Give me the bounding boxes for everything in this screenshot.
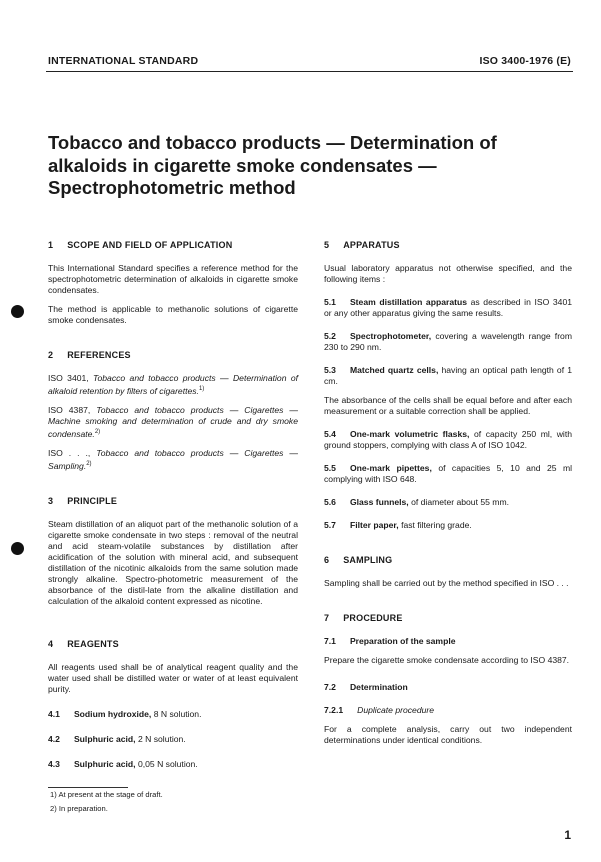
section-number: 4 — [48, 638, 54, 649]
reagent-4-1 — [48, 709, 298, 720]
section-number: 5 — [324, 240, 330, 250]
item-description: fast filtering grade. — [401, 520, 472, 530]
section-number: 1 — [48, 240, 54, 250]
subsection-7-1-heading — [324, 636, 572, 647]
section-5-paragraph: Usual laboratory apparatus not otherwise specified, and the following items : — [324, 263, 572, 284]
item-name: One-mark pipettes, — [349, 463, 432, 473]
section-title: PROCEDURE — [343, 613, 403, 623]
header-standard-label: INTERNATIONAL STANDARD — [48, 55, 199, 67]
item-name: Sodium hydroxide, — [73, 708, 152, 719]
apparatus-5-3-note: The absorbance of the cells shall be equal before and after each measurement or a suitable correction shall be applied. — [324, 395, 572, 416]
apparatus-5-7 — [324, 520, 572, 531]
item-number: 5.6 — [324, 497, 336, 507]
item-description: of diameter about 55 mm. — [411, 497, 510, 507]
section-1-paragraph-1: This International Standard specifies a reference method for the spectrophotometric determination of alkaloids in cigarette smoke condensates. — [48, 263, 298, 295]
apparatus-5-1 — [324, 297, 572, 319]
item-number: 5.5 — [324, 463, 336, 473]
apparatus-5-2 — [324, 331, 572, 353]
subsection-title: Preparation of the sample — [349, 636, 456, 646]
footnote-marker: 2) — [94, 428, 101, 435]
footnote-1: 1) At present at the stage of draft. — [50, 790, 163, 799]
reference-code: ISO 4387, — [48, 404, 91, 415]
item-description: 8 N solution. — [153, 708, 202, 719]
item-description: of capacity 250 ml, with ground stoppers, complying with class A of ISO 1042. — [324, 429, 573, 450]
section-4-heading — [48, 639, 298, 650]
section-title: APPARATUS — [343, 240, 400, 250]
section-7-heading — [324, 613, 572, 624]
item-number: 5.4 — [324, 429, 336, 439]
reference-title: Tobacco and tobacco products — Cigarettes — Sampling. — [48, 447, 299, 471]
subsection-title: Determination — [349, 682, 408, 692]
item-number: 4.1 — [48, 708, 60, 719]
reference-iso-3401 — [48, 373, 298, 397]
item-name: Glass funnels, — [349, 497, 409, 507]
header-document-number: ISO 3400-1976 (E) — [479, 55, 571, 67]
item-number: 5.3 — [324, 365, 336, 375]
item-number: 5.2 — [324, 331, 336, 341]
section-number: 2 — [48, 350, 54, 360]
section-title: REFERENCES — [67, 350, 131, 360]
section-6-heading — [324, 555, 572, 566]
item-number: 4.2 — [48, 733, 60, 744]
item-description: of capacities 5, 10 and 25 ml complying with ISO 648. — [324, 463, 573, 484]
apparatus-5-5 — [324, 463, 572, 485]
apparatus-5-3 — [324, 365, 572, 387]
item-name: Spectrophotometer, — [349, 331, 432, 341]
right-column — [324, 240, 572, 754]
section-number: 3 — [48, 495, 54, 506]
item-name: Steam distillation apparatus — [349, 297, 468, 307]
reference-code: ISO 3401, — [48, 373, 89, 383]
section-number: 7 — [324, 613, 330, 623]
reference-iso-4387 — [48, 405, 298, 440]
item-description: covering a wavelength range from 230 to 290 nm. — [324, 331, 572, 352]
section-2-heading — [48, 350, 298, 361]
subsection-number: 7.1 — [324, 636, 336, 646]
item-name: One-mark volumetric flasks, — [349, 429, 470, 439]
item-number: 5.1 — [324, 297, 336, 307]
item-description: as described in ISO 3401 or any other apparatus giving the same results. — [324, 297, 572, 318]
reference-iso-sampling — [48, 448, 298, 472]
section-3-heading — [48, 496, 298, 507]
item-number: 4.3 — [48, 758, 60, 769]
footnote-rule — [48, 787, 128, 788]
footnote-marker: 2) — [86, 460, 92, 467]
item-name: Matched quartz cells, — [349, 365, 439, 375]
section-6-paragraph: Sampling shall be carried out by the method specified in ISO . . . — [324, 578, 569, 588]
section-title: SAMPLING — [343, 555, 393, 565]
item-name: Sulphuric acid, — [73, 758, 136, 769]
left-column — [48, 240, 298, 778]
subsection-title: Duplicate procedure — [357, 705, 435, 715]
section-1-heading — [48, 240, 298, 251]
section-title: PRINCIPLE — [67, 495, 118, 506]
reagent-4-3 — [48, 759, 298, 770]
apparatus-5-4 — [324, 429, 572, 451]
subsection-7-2-1-heading — [324, 705, 572, 716]
item-name: Filter paper, — [349, 520, 399, 530]
section-4-paragraph: All reagents used shall be of analytical reagent quality and the water used shall be distilled water or water of at least equivalent purity. — [48, 661, 298, 694]
item-description: 0,05 N solution. — [137, 758, 198, 769]
section-5-heading — [324, 240, 572, 251]
subsection-number: 7.2.1 — [324, 705, 344, 715]
reference-title: Tobacco and tobacco products — Cigarettes — Machine smoking and determination of crude and dry smoke condensate. — [48, 404, 299, 439]
section-3-paragraph: Steam distillation of an aliquot part of the methanolic solution of a cigarette smoke condensate in two steps : removal of the neutral and acid steam-volatile substances by distillation after acidification of the solution with mineral acid, and subsequent distillation of the nicotinic alkaloids from the same solution made strongly alkaline. Spectro-photometric measurement of the absorbance of the distil-late from the alkaline distillation and calculation of the alkaloid content expressed as nicotine. — [48, 518, 298, 606]
footnote-marker: 1) — [198, 386, 205, 392]
reagent-4-2 — [48, 734, 298, 745]
margin-bullet-bottom — [11, 542, 24, 555]
reference-code: ISO . . ., — [48, 447, 91, 458]
item-description: having an optical path length of 1 cm. — [324, 365, 573, 386]
header-rule — [46, 71, 573, 72]
item-number: 5.7 — [324, 520, 336, 530]
section-1-paragraph-2: The method is applicable to methanolic solutions of cigarette smoke condensates. — [48, 304, 298, 325]
apparatus-5-6 — [324, 497, 572, 508]
subsection-7-2-heading — [324, 682, 572, 693]
item-description: 2 N solution. — [137, 733, 186, 744]
reference-title: Tobacco and tobacco products — Determination of alkaloid retention by filters of cigarettes. — [48, 373, 298, 396]
item-name: Sulphuric acid, — [73, 733, 136, 744]
subsection-7-2-1-paragraph: For a complete analysis, carry out two independent determinations under identical conditions. — [324, 724, 572, 745]
section-number: 6 — [324, 555, 330, 565]
subsection-7-1-paragraph: Prepare the cigarette smoke condensate according to ISO 4387. — [324, 655, 570, 665]
section-title: SCOPE AND FIELD OF APPLICATION — [67, 240, 233, 250]
page-number: 1 — [564, 828, 571, 842]
section-title: REAGENTS — [67, 638, 119, 649]
document-title: Tobacco and tobacco products — Determination of alkaloids in cigarette smoke condensates — Spectrophotometric method — [48, 132, 497, 198]
subsection-number: 7.2 — [324, 682, 336, 692]
margin-bullet-top — [11, 305, 24, 318]
footnote-2: 2) In preparation. — [50, 804, 108, 813]
